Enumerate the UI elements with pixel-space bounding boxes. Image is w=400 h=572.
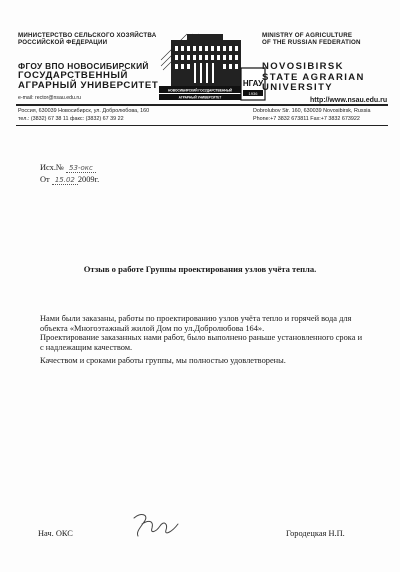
svg-text:НОВОСИБИРСКИЙ ГОСУДАРСТВЕННЫЙ: НОВОСИБИРСКИЙ ГОСУДАРСТВЕННЫЙ bbox=[168, 88, 232, 93]
signatory-name: Городецкая Н.П. bbox=[286, 529, 345, 538]
university-en-line-2: STATE AGRARIAN bbox=[262, 71, 365, 83]
outgoing-number-value: 53-окс bbox=[66, 164, 96, 173]
ministry-ru-line-2: РОССИЙСКОЙ ФЕДЕРАЦИИ bbox=[18, 39, 108, 46]
ministry-en-line-1: MINISTRY OF AGRICULTURE bbox=[262, 32, 353, 39]
address-ru-line-2: тел.: (3832) 67 38 11 факс: (3832) 67 39 22 bbox=[18, 115, 124, 122]
letter-title: Отзыв о работе Группы проектирования узлов учёта тепла. bbox=[83, 264, 317, 274]
outgoing-number-label: Исх.№ bbox=[40, 163, 64, 172]
address-en-line-2: Phone:+7 3832 673811 Fax:+7 3832 673922 bbox=[253, 115, 360, 122]
letterhead-right bbox=[262, 32, 390, 94]
university-en-line-1: NOVOSIBIRSK bbox=[262, 61, 344, 72]
university-building-emblem bbox=[157, 30, 267, 102]
document-date bbox=[40, 175, 99, 184]
address-en bbox=[253, 108, 370, 123]
university-ru-line-3: АГРАРНЫЙ УНИВЕРСИТЕТ bbox=[18, 80, 159, 91]
outgoing-number bbox=[40, 163, 96, 172]
body-paragraph-1-line-1: Нами были заказаны, работы по проектированию узлов учёта тепло и горячей вода для bbox=[40, 314, 352, 323]
body-paragraph-1-line-2: объекта «Многоэтажный жилой Дом по ул.Добролюбова 164». bbox=[40, 323, 265, 333]
svg-text:НГАУ: НГАУ bbox=[242, 79, 264, 88]
university-en-line-3: UNIVERSITY bbox=[262, 82, 334, 93]
address-ru-line-1: Россия, 630039 Новосибирск, ул. Добролюбова, 160 bbox=[18, 108, 150, 114]
address-divider bbox=[16, 125, 388, 126]
signatory-title: Нач. ОКС bbox=[38, 529, 73, 538]
address-en-line-1: Dobrolubov Str. 160, 630039 Novosibirsk, Russia bbox=[253, 108, 371, 114]
website-link[interactable]: http://www.nsau.edu.ru bbox=[310, 97, 388, 104]
document-date-value: 15.02 bbox=[52, 176, 78, 185]
body-paragraph-2-line-1: Проектирование заказанных нами работ, было выполнено раньше установленного срока и bbox=[40, 333, 363, 342]
body-paragraph-3: Качеством и сроками работы группы, мы полностью удовлетворены. bbox=[40, 356, 286, 365]
university-en-name bbox=[262, 62, 390, 94]
university-ru-line-2: ГОСУДАРСТВЕННЫЙ bbox=[18, 70, 129, 81]
ministry-ru-line-1: МИНИСТЕРСТВО СЕЛЬСКОГО ХОЗЯЙСТВА bbox=[18, 32, 157, 39]
letterhead-left bbox=[18, 32, 168, 91]
ministry-en-line-2: OF THE RUSSIAN FEDERATION bbox=[262, 39, 361, 46]
svg-text:1936: 1936 bbox=[248, 91, 258, 96]
document-date-label: От bbox=[40, 175, 50, 184]
handwritten-signature bbox=[128, 510, 184, 540]
body-paragraph-2-line-2: с надлежащим качеством. bbox=[40, 342, 133, 352]
university-ru-line-1: ФГОУ ВПО НОВОСИБИРСКИЙ bbox=[18, 61, 149, 71]
document-date-year: 2009г. bbox=[77, 175, 100, 184]
letterhead-divider bbox=[16, 104, 388, 106]
university-ru-name bbox=[18, 61, 168, 91]
email-line: e-mail: rector@nsau.edu.ru bbox=[18, 95, 81, 101]
letter-body bbox=[40, 314, 390, 366]
svg-text:АГРАРНЫЙ УНИВЕРСИТЕТ: АГРАРНЫЙ УНИВЕРСИТЕТ bbox=[178, 95, 222, 100]
address-ru bbox=[18, 108, 149, 123]
